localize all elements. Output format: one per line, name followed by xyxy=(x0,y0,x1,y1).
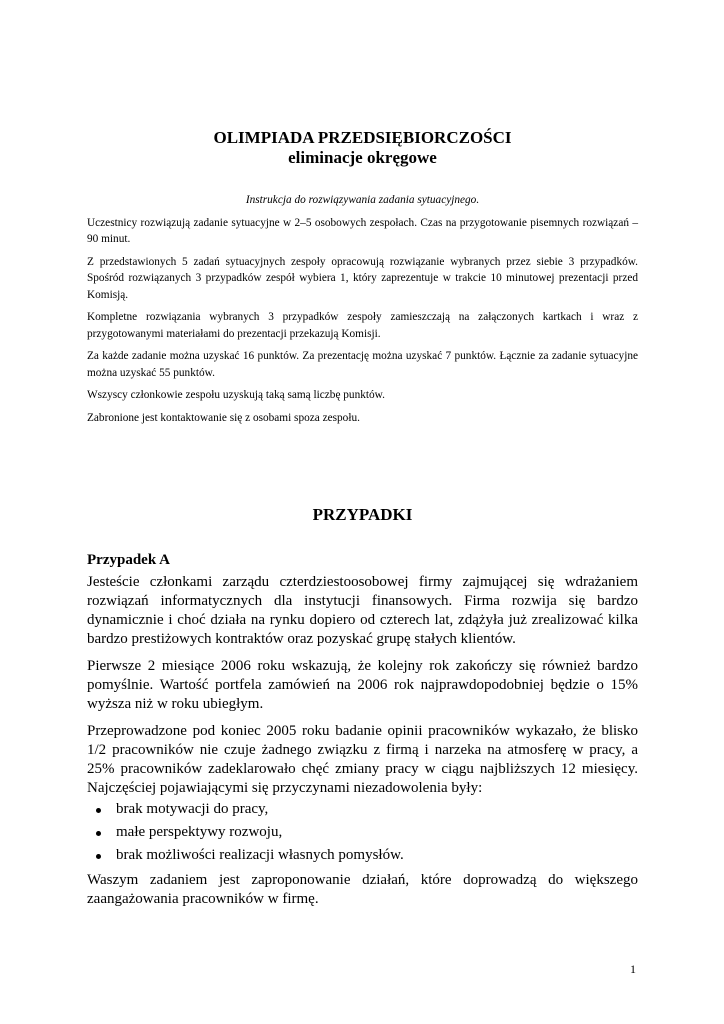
reasons-list xyxy=(87,798,638,867)
instruction-paragraph: Wszyscy członkowie zespołu uzyskują taką samą liczbę punktów. xyxy=(87,389,385,401)
document-title: OLIMPIADA PRZEDSIĘBIORCZOŚCI xyxy=(213,128,512,147)
instruction-paragraph: Z przedstawionych 5 zadań sytuacyjnych zespoły opracowują rozwiązanie wybranych przez siebie 3 przypadków. Spośród rozwiązanych 3 przypadków zespół wybiera 1, który zaprezentuje w trakcie 10 minutowej prezentacji przed Komisją. xyxy=(87,255,638,301)
case-a-title: Przypadek A xyxy=(87,552,170,568)
instruction-paragraph: Uczestnicy rozwiązują zadanie sytuacyjne w 2–5 osobowych zespołach. Czas na przygotowanie pisemnych rozwiązań – 90 minut. xyxy=(87,216,638,245)
page-number: 1 xyxy=(630,962,636,976)
instructions-section xyxy=(87,192,638,432)
case-paragraph: Pierwsze 2 miesiące 2006 roku wskazują, że kolejny rok zakończy się również bardzo pomyślnie. Wartość portfela zamówień na 2006 rok najprawdopodobniej będzie o 15% wyższa niż w roku ubiegłym. xyxy=(87,658,638,712)
case-closing: Waszym zadaniem jest zaproponowanie działań, które doprowadzą do większego zaangażowania pracowników w firmę. xyxy=(87,872,638,907)
case-paragraph: Jesteście członkami zarządu czterdziestoosobowej firmy zajmującej się wdrażaniem rozwiązań informatycznych dla instytucji finansowych. Firma rozwija się bardzo dynamicznie i choć działa na rynku dopiero od czterech lat, zdążyła już zrealizować kilka bardzo prestiżowych kontraktów oraz pozyskać grupę stałych klientów. xyxy=(87,574,638,647)
document-header xyxy=(87,128,638,168)
list-item: brak możliwości realizacji własnych pomysłów. xyxy=(87,844,638,867)
section-title: PRZYPADKI xyxy=(312,505,413,524)
list-item: brak motywacji do pracy, xyxy=(87,798,638,821)
list-item: małe perspektywy rozwoju, xyxy=(87,821,638,844)
case-a-body xyxy=(87,573,638,917)
case-paragraph: Przeprowadzone pod koniec 2005 roku badanie opinii pracowników wykazało, że blisko 1/2 pracowników nie czuje żadnego związku z firmą i narzeka na atmosferę w pracy, a 25% pracowników zadeklarowało chęć zmiany pracy w ciągu najbliższych 12 miesięcy. Najczęściej pojawiającymi się przyczynami niezadowolenia były: xyxy=(87,723,638,796)
instructions-heading: Instrukcja do rozwiązywania zadania sytuacyjnego. xyxy=(245,194,480,206)
instruction-paragraph: Kompletne rozwiązania wybranych 3 przypadków zespoły zamieszczają na załączonych kartkach i wraz z przygotowanymi materiałami do prezentacji przekazują Komisji. xyxy=(87,311,638,340)
instruction-paragraph: Zabronione jest kontaktowanie się z osobami spoza zespołu. xyxy=(87,411,360,424)
instruction-paragraph: Za każde zadanie można uzyskać 16 punktów. Za prezentację można uzyskać 7 punktów. Łącznie za zadanie sytuacyjne można uzyskać 55 punktów. xyxy=(87,350,638,379)
document-subtitle: eliminacje okręgowe xyxy=(288,148,437,167)
